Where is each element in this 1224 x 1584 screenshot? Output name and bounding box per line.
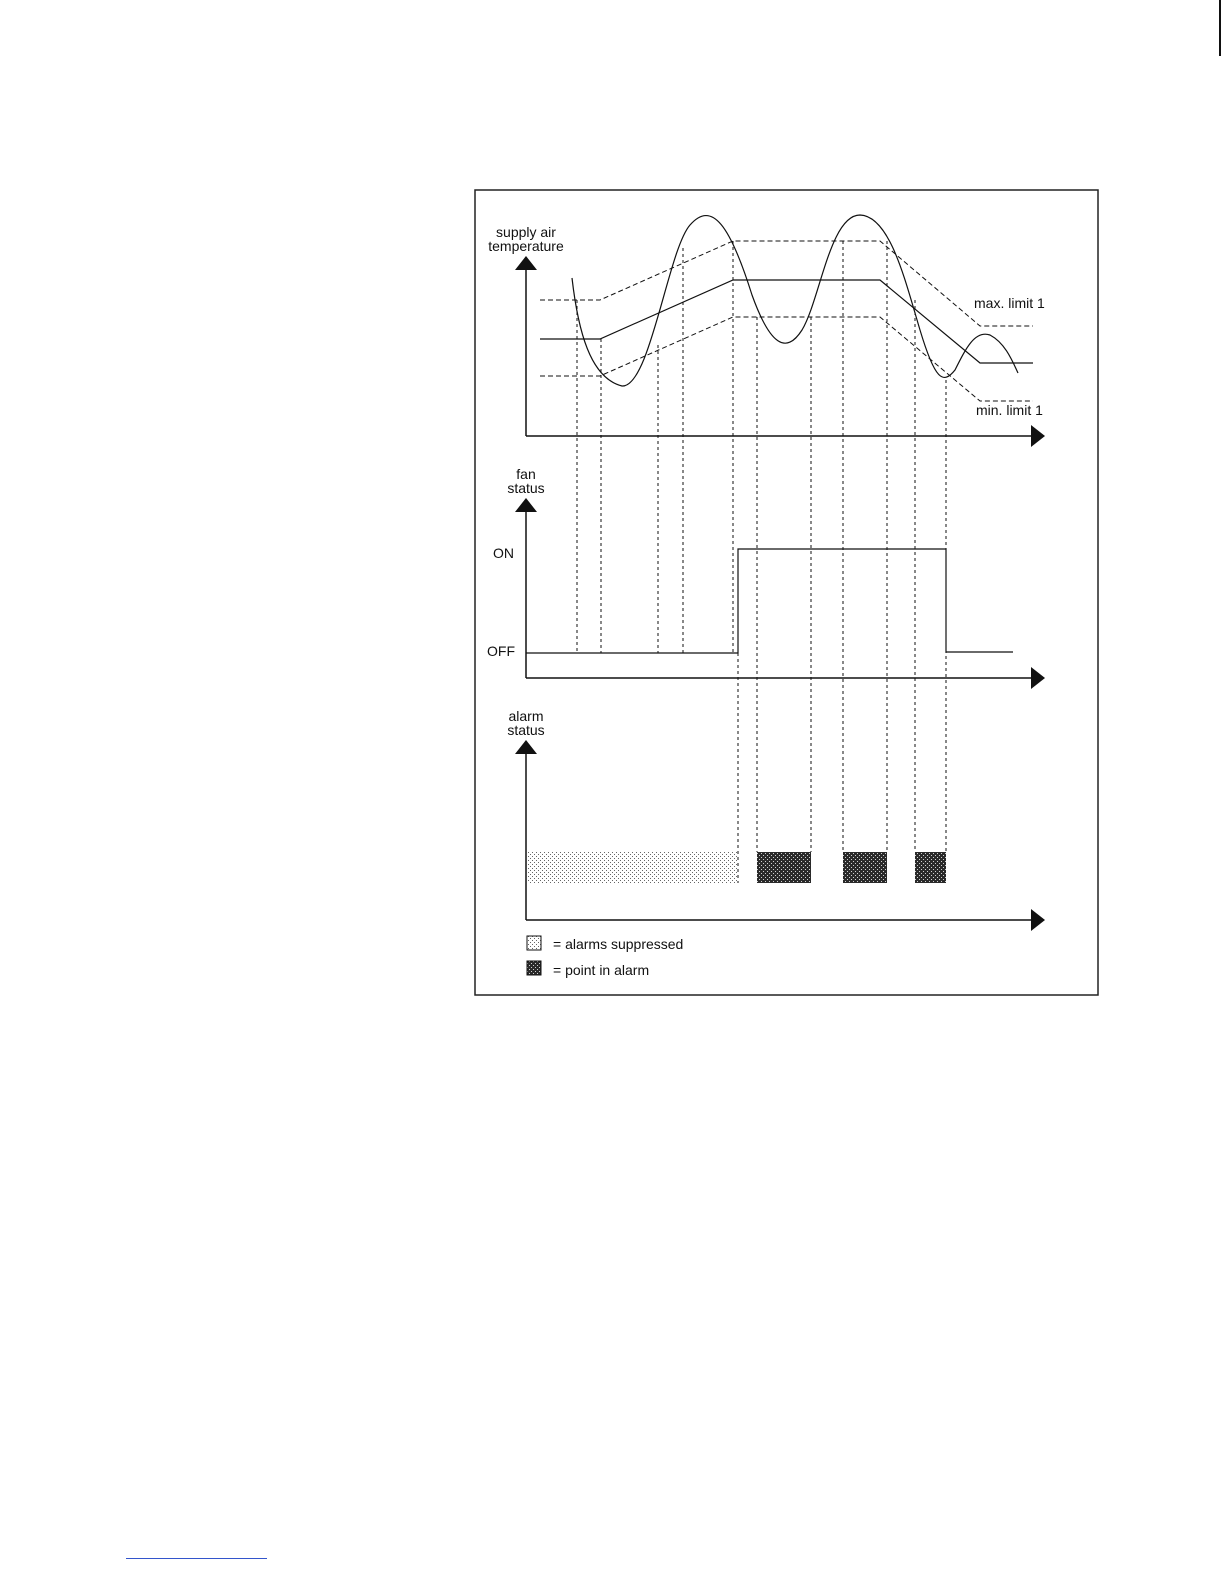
fan-panel — [487, 466, 1045, 689]
alarm-ylabel-line2: status — [507, 722, 545, 738]
alarm-y-arrow — [515, 740, 537, 754]
legend — [527, 936, 683, 978]
fan-x-arrow — [1031, 667, 1045, 689]
fan-y-arrow — [515, 498, 537, 512]
temperature-ylabel-line1: supply air — [496, 224, 556, 240]
fan-status-signal — [526, 549, 1013, 653]
min-limit-line — [540, 317, 1033, 401]
event-guides — [577, 241, 946, 883]
fan-ylabel-line1: fan — [516, 466, 536, 482]
fan-ylabel-line2: status — [507, 480, 545, 496]
point-in-alarm-band-1 — [757, 852, 811, 883]
legend-swatch-in-alarm — [527, 961, 541, 975]
legend-swatch-suppressed — [527, 936, 541, 950]
temperature-ylabel-line2: temperature — [488, 238, 564, 254]
fan-on-label: ON — [493, 545, 514, 561]
min-limit-label: min. limit 1 — [976, 402, 1043, 418]
max-limit-line — [540, 241, 1033, 326]
alarm-x-arrow — [1031, 909, 1045, 931]
legend-suppressed-label: = alarms suppressed — [553, 936, 684, 952]
alarms-suppressed-band — [527, 852, 738, 883]
temperature-y-arrow — [515, 256, 537, 270]
legend-in-alarm-label: = point in alarm — [553, 962, 650, 978]
alarm-panel — [507, 708, 1045, 931]
temperature-panel — [488, 215, 1045, 447]
max-limit-label: max. limit 1 — [974, 295, 1045, 311]
fan-off-label: OFF — [487, 643, 515, 659]
alarm-ylabel-line1: alarm — [508, 708, 544, 724]
temperature-x-arrow — [1031, 425, 1045, 447]
point-in-alarm-band-3 — [915, 852, 946, 883]
setpoint-line — [540, 280, 1033, 363]
point-in-alarm-band-2 — [843, 852, 887, 883]
